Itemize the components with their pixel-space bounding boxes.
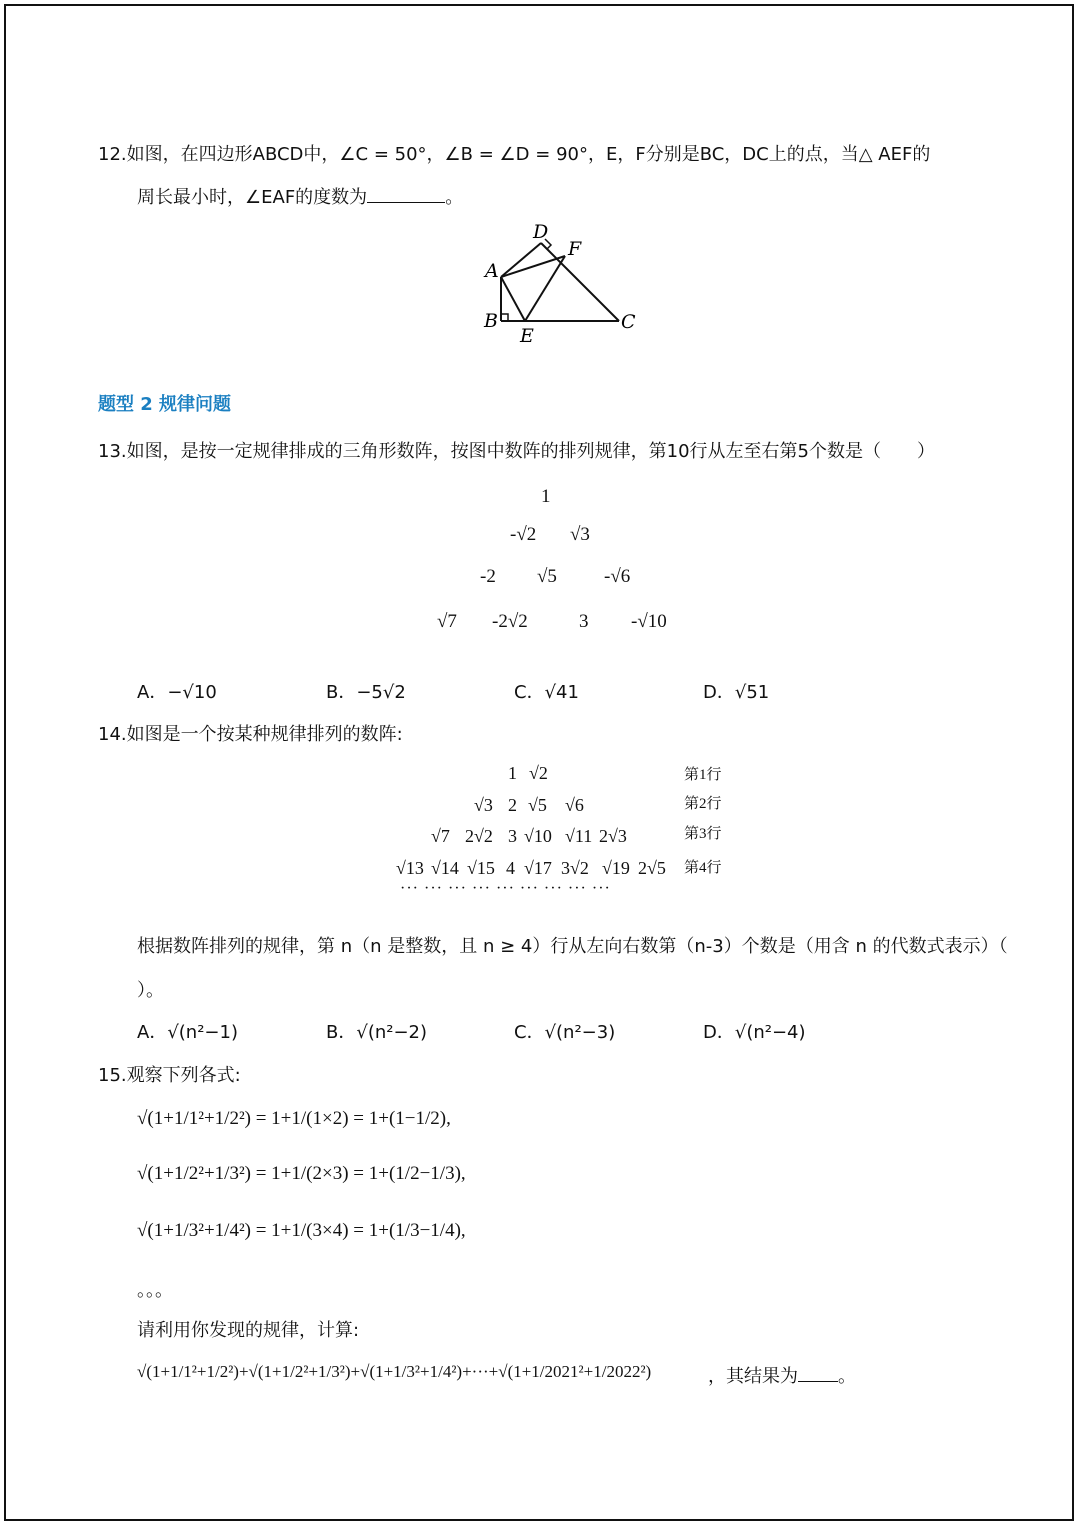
answer-blank	[367, 186, 445, 203]
q13-r2-c1: -√2	[510, 524, 537, 545]
q14-r4-c1: √13	[396, 858, 424, 878]
q14-row-label-1: 第1行	[684, 767, 722, 783]
q13-option-a: A．−√10	[137, 682, 217, 703]
q14-r2-c2: 2	[508, 795, 517, 815]
q14-r4-c3: √15	[467, 858, 495, 878]
q14-option-d: D．√(n²−4)	[703, 1022, 806, 1043]
q14-r3-c6: 2√3	[599, 826, 627, 846]
q14-r3-c2: 2√2	[465, 826, 493, 846]
label-f: F	[568, 238, 582, 260]
q14-row-label-3: 第3行	[684, 826, 722, 842]
q13-r2-c2: √3	[570, 524, 590, 545]
q14-question-line1: 根据数阵排列的规律，第 n（n 是整数，且 n ≥ 4）行从左向右数第（n-3）个数是（用含 n 的代数式表示）（	[137, 936, 1008, 957]
q13-option-d: D．√51	[703, 682, 770, 703]
q15-result-end: 。	[838, 1366, 856, 1387]
label-d: D	[533, 221, 549, 243]
label-c: C	[621, 311, 636, 333]
q15-expression: √(1+1/1²+1/2²)+√(1+1/2²+1/3²)+√(1+1/3²+1/4²)+···+√(1+1/2021²+1/2022²)	[137, 1362, 652, 1381]
label-e: E	[520, 325, 534, 347]
q15-equation-3: √(1+1/3²+1/4²) = 1+1/(3×4) = 1+(1/3−1/4),	[137, 1220, 466, 1241]
q14-option-a: A．√(n²−1)	[137, 1022, 238, 1043]
q13-option-b: B．−5√2	[326, 682, 406, 703]
section-heading: 题型 2 规律问题	[98, 394, 232, 415]
q14-r4-c5: √17	[524, 858, 552, 878]
q12-figure	[470, 215, 650, 350]
q14-row-label-4: 第4行	[684, 860, 722, 876]
q14-r2-c4: √6	[565, 795, 584, 815]
q14-r3-c4: √10	[524, 826, 552, 846]
q15-result-text: ，其结果为	[708, 1366, 798, 1387]
q13-r3-c3: -√6	[604, 566, 631, 587]
label-a: A	[485, 260, 499, 282]
q14-r4-c2: √14	[431, 858, 459, 878]
q14-r3-c5: √11	[565, 826, 593, 846]
q15-equation-2: √(1+1/2²+1/3²) = 1+1/(2×3) = 1+(1/2−1/3),	[137, 1163, 466, 1184]
q14-r4-c4: 4	[506, 858, 515, 878]
label-b: B	[484, 310, 498, 332]
q14-r4-c8: 2√5	[638, 858, 666, 878]
q14-option-b: B．√(n²−2)	[326, 1022, 428, 1043]
q13-r1-c1: 1	[541, 486, 551, 507]
q13-stem: 13.如图，是按一定规律排成的三角形数阵，按图中数阵的排列规律，第10行从左至右第5个数是（ ）	[98, 441, 935, 462]
q14-question-line2: ）。	[137, 980, 164, 1001]
q14-option-c: C．√(n²−3)	[514, 1022, 616, 1043]
q15-stem: 15.观察下列各式:	[98, 1065, 241, 1086]
q13-r3-c1: -2	[480, 566, 496, 587]
q15-result	[708, 1362, 856, 1388]
q12-line2	[137, 183, 463, 209]
q15-prompt: 请利用你发现的规律，计算:	[137, 1320, 360, 1341]
q13-r4-c1: √7	[437, 611, 457, 632]
q12-line1: 12.如图，在四边形ABCD中，∠C = 50°，∠B = ∠D = 90°，E，F分别是BC，DC上的点，当△ AEF的	[98, 144, 931, 165]
q14-dots: ··· ··· ··· ··· ··· ··· ··· ··· ···	[400, 880, 611, 897]
q14-r3-c1: √7	[431, 826, 450, 846]
q14-r2-c1: √3	[474, 795, 493, 815]
q13-r4-c4: -√10	[631, 611, 667, 632]
q13-r3-c2: √5	[537, 566, 557, 587]
q14-r1-c2: √2	[529, 763, 548, 783]
q13-r4-c3: 3	[579, 611, 589, 632]
q14-r4-c6: 3√2	[561, 858, 589, 878]
answer-blank	[798, 1365, 838, 1382]
q15-equation-1: √(1+1/1²+1/2²) = 1+1/(1×2) = 1+(1−1/2),	[137, 1108, 451, 1129]
q14-r2-c3: √5	[528, 795, 547, 815]
q14-r4-c7: √19	[602, 858, 630, 878]
q13-r4-c2: -2√2	[492, 611, 528, 632]
q12-line2-text: 周长最小时，∠EAF的度数为	[137, 187, 368, 208]
q14-r3-c3: 3	[508, 826, 517, 846]
q14-stem: 14.如图是一个按某种规律排列的数阵:	[98, 724, 403, 745]
q15-ellipsis: 。。。	[137, 1280, 173, 1301]
q13-option-c: C．√41	[514, 682, 579, 703]
q14-r1-c1: 1	[508, 763, 517, 783]
q12-line2-end: 。	[445, 187, 464, 208]
q14-row-label-2: 第2行	[684, 796, 722, 812]
